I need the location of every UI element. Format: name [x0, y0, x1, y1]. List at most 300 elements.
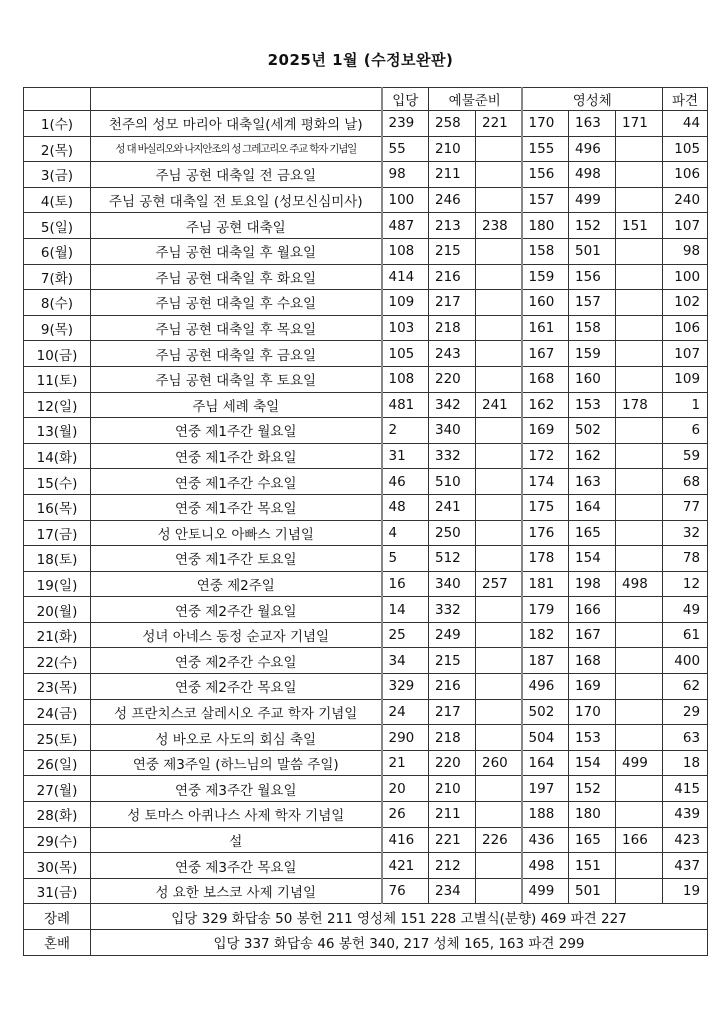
cell-pagyeon: 68 — [663, 469, 708, 495]
cell-yemul-2 — [476, 366, 522, 392]
cell-yeongseong-1: 156 — [522, 162, 569, 188]
cell-yemul-1: 215 — [429, 648, 476, 674]
cell-yeongseong-3 — [616, 802, 663, 828]
cell-ipdang: 14 — [382, 597, 429, 623]
cell-yemul-2 — [476, 776, 522, 802]
cell-pagyeon: 400 — [663, 648, 708, 674]
cell-feast: 연중 제1주간 수요일 — [91, 469, 382, 495]
cell-yeongseong-2: 160 — [569, 366, 616, 392]
cell-date: 14(화) — [24, 443, 91, 469]
cell-yemul-1: 212 — [429, 853, 476, 879]
table-row — [24, 494, 708, 520]
cell-yeongseong-3 — [616, 315, 663, 341]
cell-date: 24(금) — [24, 699, 91, 725]
cell-yemul-1: 249 — [429, 622, 476, 648]
header-yeongseong: 영성체 — [522, 88, 663, 111]
cell-ipdang: 487 — [382, 213, 429, 239]
cell-ipdang: 108 — [382, 366, 429, 392]
table-row — [24, 597, 708, 623]
cell-pagyeon: 106 — [663, 315, 708, 341]
cell-yemul-2 — [476, 494, 522, 520]
cell-feast: 성 바오로 사도의 회심 축일 — [91, 725, 382, 751]
cell-yemul-1: 250 — [429, 520, 476, 546]
table-row — [24, 750, 708, 776]
cell-feast: 성 토마스 아퀴나스 사제 학자 기념일 — [91, 802, 382, 828]
cell-yeongseong-1: 162 — [522, 392, 569, 418]
cell-pagyeon: 78 — [663, 546, 708, 572]
cell-yeongseong-2: 198 — [569, 571, 616, 597]
cell-feast: 성 요한 보스코 사제 기념일 — [91, 878, 382, 904]
table-row — [24, 213, 708, 239]
cell-yemul-1: 211 — [429, 802, 476, 828]
header-date — [24, 88, 91, 111]
table-row — [24, 622, 708, 648]
cell-yemul-2 — [476, 469, 522, 495]
cell-pagyeon: 61 — [663, 622, 708, 648]
cell-pagyeon: 98 — [663, 238, 708, 264]
cell-pagyeon: 19 — [663, 878, 708, 904]
cell-yeongseong-1: 164 — [522, 750, 569, 776]
cell-yeongseong-1: 167 — [522, 341, 569, 367]
cell-pagyeon: 107 — [663, 213, 708, 239]
cell-yemul-1: 243 — [429, 341, 476, 367]
cell-yemul-1: 234 — [429, 878, 476, 904]
cell-pagyeon: 106 — [663, 162, 708, 188]
cell-pagyeon: 44 — [663, 111, 708, 137]
cell-ipdang: 108 — [382, 238, 429, 264]
cell-yemul-1: 220 — [429, 750, 476, 776]
cell-ipdang: 98 — [382, 162, 429, 188]
cell-yeongseong-1: 157 — [522, 187, 569, 213]
cell-yeongseong-3: 151 — [616, 213, 663, 239]
cell-date: 8(수) — [24, 290, 91, 316]
table-row — [24, 443, 708, 469]
cell-yeongseong-2: 153 — [569, 392, 616, 418]
cell-yemul-1: 217 — [429, 290, 476, 316]
table-row — [24, 802, 708, 828]
table-row — [24, 520, 708, 546]
table-row — [24, 674, 708, 700]
cell-yeongseong-3 — [616, 418, 663, 444]
cell-feast: 연중 제1주간 토요일 — [91, 546, 382, 572]
cell-pagyeon: 6 — [663, 418, 708, 444]
cell-ipdang: 55 — [382, 136, 429, 162]
cell-feast: 천주의 성모 마리아 대축일(세계 평화의 날) — [91, 111, 382, 137]
table-row — [24, 725, 708, 751]
cell-yeongseong-3 — [616, 290, 663, 316]
cell-yeongseong-3 — [616, 366, 663, 392]
cell-yeongseong-1: 170 — [522, 111, 569, 137]
cell-date: 18(토) — [24, 546, 91, 572]
cell-yeongseong-2: 170 — [569, 699, 616, 725]
cell-date: 31(금) — [24, 878, 91, 904]
cell-yemul-2 — [476, 238, 522, 264]
table-row — [24, 699, 708, 725]
cell-yeongseong-1: 178 — [522, 546, 569, 572]
cell-yemul-2 — [476, 853, 522, 879]
cell-ipdang: 5 — [382, 546, 429, 572]
cell-ipdang: 76 — [382, 878, 429, 904]
cell-yemul-1: 210 — [429, 136, 476, 162]
cell-yeongseong-2: 501 — [569, 878, 616, 904]
cell-pagyeon: 437 — [663, 853, 708, 879]
cell-yeongseong-3: 178 — [616, 392, 663, 418]
cell-yeongseong-2: 496 — [569, 136, 616, 162]
cell-yeongseong-1: 176 — [522, 520, 569, 546]
cell-ipdang: 46 — [382, 469, 429, 495]
cell-ipdang: 100 — [382, 187, 429, 213]
cell-yemul-2 — [476, 187, 522, 213]
cell-ipdang: 109 — [382, 290, 429, 316]
cell-yemul-2: 241 — [476, 392, 522, 418]
cell-yeongseong-2: 159 — [569, 341, 616, 367]
cell-pagyeon: 12 — [663, 571, 708, 597]
cell-yemul-1: 512 — [429, 546, 476, 572]
cell-yeongseong-1: 168 — [522, 366, 569, 392]
cell-yeongseong-3 — [616, 264, 663, 290]
cell-date: 7(화) — [24, 264, 91, 290]
cell-yemul-2 — [476, 341, 522, 367]
cell-ipdang: 24 — [382, 699, 429, 725]
cell-yeongseong-2: 164 — [569, 494, 616, 520]
cell-pagyeon: 415 — [663, 776, 708, 802]
cell-date: 25(토) — [24, 725, 91, 751]
table-row — [24, 187, 708, 213]
cell-ipdang: 481 — [382, 392, 429, 418]
cell-yemul-1: 332 — [429, 443, 476, 469]
cell-ipdang: 2 — [382, 418, 429, 444]
cell-yemul-2: 238 — [476, 213, 522, 239]
cell-date: 29(수) — [24, 827, 91, 853]
table-row — [24, 238, 708, 264]
cell-yeongseong-1: 180 — [522, 213, 569, 239]
cell-yeongseong-1: 172 — [522, 443, 569, 469]
cell-yemul-2 — [476, 315, 522, 341]
cell-yemul-1: 241 — [429, 494, 476, 520]
cell-feast: 연중 제1주간 월요일 — [91, 418, 382, 444]
cell-feast: 주님 세례 축일 — [91, 392, 382, 418]
cell-yeongseong-3 — [616, 878, 663, 904]
cell-yeongseong-2: 180 — [569, 802, 616, 828]
cell-date: 4(토) — [24, 187, 91, 213]
cell-yemul-2 — [476, 443, 522, 469]
cell-feast: 성 대 바실리오와 나지안조의 성 그레고리오 주교 학자 기념일 — [91, 136, 382, 162]
cell-yeongseong-1: 169 — [522, 418, 569, 444]
cell-feast: 성 프란치스코 살레시오 주교 학자 기념일 — [91, 699, 382, 725]
cell-feast: 연중 제2주일 — [91, 571, 382, 597]
cell-pagyeon: 105 — [663, 136, 708, 162]
cell-feast: 주님 공현 대축일 전 토요일 (성모신심미사) — [91, 187, 382, 213]
cell-pagyeon: 100 — [663, 264, 708, 290]
table-row — [24, 853, 708, 879]
cell-yemul-2 — [476, 674, 522, 700]
cell-feast: 성 안토니오 아빠스 기념일 — [91, 520, 382, 546]
cell-feast: 주님 공현 대축일 후 수요일 — [91, 290, 382, 316]
cell-ipdang: 20 — [382, 776, 429, 802]
cell-feast: 주님 공현 대축일 — [91, 213, 382, 239]
cell-pagyeon: 32 — [663, 520, 708, 546]
cell-yemul-2 — [476, 699, 522, 725]
cell-yeongseong-3 — [616, 341, 663, 367]
cell-yeongseong-3: 166 — [616, 827, 663, 853]
cell-feast: 성녀 아네스 동정 순교자 기념일 — [91, 622, 382, 648]
cell-yeongseong-2: 154 — [569, 750, 616, 776]
header-yemul: 예물준비 — [429, 88, 522, 111]
cell-yeongseong-1: 158 — [522, 238, 569, 264]
cell-yeongseong-2: 165 — [569, 520, 616, 546]
cell-date: 23(목) — [24, 674, 91, 700]
cell-yemul-2: 257 — [476, 571, 522, 597]
cell-feast: 주님 공현 대축일 후 목요일 — [91, 315, 382, 341]
table-row — [24, 776, 708, 802]
cell-yemul-1: 340 — [429, 418, 476, 444]
cell-feast: 주님 공현 대축일 전 금요일 — [91, 162, 382, 188]
cell-yemul-2 — [476, 418, 522, 444]
cell-date: 20(월) — [24, 597, 91, 623]
cell-pagyeon: 29 — [663, 699, 708, 725]
cell-yemul-1: 215 — [429, 238, 476, 264]
cell-yemul-2 — [476, 622, 522, 648]
cell-pagyeon: 63 — [663, 725, 708, 751]
cell-yeongseong-3 — [616, 853, 663, 879]
table-row — [24, 290, 708, 316]
header-feast — [91, 88, 382, 111]
cell-date: 6(월) — [24, 238, 91, 264]
cell-ipdang: 103 — [382, 315, 429, 341]
cell-yeongseong-2: 166 — [569, 597, 616, 623]
cell-ipdang: 414 — [382, 264, 429, 290]
cell-date: 3(금) — [24, 162, 91, 188]
cell-yemul-1: 211 — [429, 162, 476, 188]
table-row — [24, 341, 708, 367]
cell-yeongseong-2: 157 — [569, 290, 616, 316]
cell-yemul-1: 246 — [429, 187, 476, 213]
cell-yeongseong-3: 171 — [616, 111, 663, 137]
cell-yemul-2 — [476, 520, 522, 546]
cell-date: 21(화) — [24, 622, 91, 648]
cell-feast: 주님 공현 대축일 후 금요일 — [91, 341, 382, 367]
cell-yeongseong-2: 169 — [569, 674, 616, 700]
cell-yeongseong-1: 498 — [522, 853, 569, 879]
cell-yeongseong-1: 504 — [522, 725, 569, 751]
cell-yeongseong-1: 174 — [522, 469, 569, 495]
cell-yemul-1: 213 — [429, 213, 476, 239]
cell-yemul-1: 258 — [429, 111, 476, 137]
cell-feast: 연중 제2주간 목요일 — [91, 674, 382, 700]
table-row — [24, 162, 708, 188]
cell-yeongseong-1: 161 — [522, 315, 569, 341]
table-row — [24, 315, 708, 341]
cell-yeongseong-1: 499 — [522, 878, 569, 904]
cell-date: 11(토) — [24, 366, 91, 392]
cell-yeongseong-2: 151 — [569, 853, 616, 879]
cell-yemul-1: 218 — [429, 725, 476, 751]
cell-date: 28(화) — [24, 802, 91, 828]
cell-yeongseong-3 — [616, 162, 663, 188]
cell-yeongseong-2: 152 — [569, 776, 616, 802]
cell-yeongseong-2: 156 — [569, 264, 616, 290]
cell-feast: 설 — [91, 827, 382, 853]
cell-yeongseong-2: 154 — [569, 546, 616, 572]
cell-yeongseong-3 — [616, 622, 663, 648]
cell-date: 30(목) — [24, 853, 91, 879]
hymn-schedule-table — [23, 87, 708, 956]
cell-ipdang: 239 — [382, 111, 429, 137]
cell-feast: 연중 제3주간 목요일 — [91, 853, 382, 879]
cell-yemul-2 — [476, 290, 522, 316]
cell-yeongseong-1: 182 — [522, 622, 569, 648]
cell-date: 27(월) — [24, 776, 91, 802]
cell-ipdang: 329 — [382, 674, 429, 700]
cell-yeongseong-3 — [616, 699, 663, 725]
cell-yemul-1: 342 — [429, 392, 476, 418]
cell-ipdang: 4 — [382, 520, 429, 546]
cell-yemul-1: 210 — [429, 776, 476, 802]
cell-yeongseong-3 — [616, 187, 663, 213]
cell-ipdang: 34 — [382, 648, 429, 674]
cell-feast: 주님 공현 대축일 후 월요일 — [91, 238, 382, 264]
footer-text: 입당 329 화답송 50 봉헌 211 영성체 151 228 고별식(분향) 469 파견 227 — [91, 904, 708, 930]
table-row — [24, 111, 708, 137]
cell-yemul-1: 216 — [429, 264, 476, 290]
cell-yeongseong-2: 153 — [569, 725, 616, 751]
cell-ipdang: 290 — [382, 725, 429, 751]
cell-yemul-2 — [476, 725, 522, 751]
cell-yeongseong-3 — [616, 520, 663, 546]
cell-date: 5(일) — [24, 213, 91, 239]
cell-feast: 연중 제2주간 수요일 — [91, 648, 382, 674]
table-row — [24, 878, 708, 904]
cell-feast: 주님 공현 대축일 후 화요일 — [91, 264, 382, 290]
cell-yemul-2 — [476, 597, 522, 623]
cell-yemul-2 — [476, 546, 522, 572]
cell-yemul-2 — [476, 162, 522, 188]
cell-yemul-1: 216 — [429, 674, 476, 700]
table-row — [24, 648, 708, 674]
cell-yeongseong-1: 160 — [522, 290, 569, 316]
cell-yemul-1: 221 — [429, 827, 476, 853]
cell-yeongseong-2: 499 — [569, 187, 616, 213]
cell-yemul-1: 340 — [429, 571, 476, 597]
cell-yeongseong-3 — [616, 494, 663, 520]
cell-yeongseong-2: 165 — [569, 827, 616, 853]
cell-yeongseong-2: 163 — [569, 111, 616, 137]
table-row — [24, 264, 708, 290]
cell-yeongseong-3 — [616, 469, 663, 495]
cell-yemul-2: 221 — [476, 111, 522, 137]
cell-yeongseong-3 — [616, 238, 663, 264]
cell-yeongseong-3: 498 — [616, 571, 663, 597]
cell-feast: 연중 제3주간 월요일 — [91, 776, 382, 802]
cell-pagyeon: 107 — [663, 341, 708, 367]
cell-ipdang: 21 — [382, 750, 429, 776]
cell-ipdang: 25 — [382, 622, 429, 648]
cell-pagyeon: 109 — [663, 366, 708, 392]
cell-yeongseong-2: 167 — [569, 622, 616, 648]
table-row — [24, 392, 708, 418]
cell-date: 16(목) — [24, 494, 91, 520]
cell-yemul-1: 220 — [429, 366, 476, 392]
cell-yeongseong-3 — [616, 776, 663, 802]
header-ipdang: 입당 — [382, 88, 429, 111]
cell-yeongseong-1: 496 — [522, 674, 569, 700]
cell-pagyeon: 1 — [663, 392, 708, 418]
header-pagyeon: 파견 — [663, 88, 708, 111]
cell-yemul-2 — [476, 802, 522, 828]
footer-text: 입당 337 화답송 46 봉헌 340, 217 성체 165, 163 파견 299 — [91, 930, 708, 956]
cell-yeongseong-2: 152 — [569, 213, 616, 239]
cell-yeongseong-3 — [616, 674, 663, 700]
cell-ipdang: 31 — [382, 443, 429, 469]
table-row — [24, 469, 708, 495]
cell-date: 1(수) — [24, 111, 91, 137]
cell-yeongseong-1: 179 — [522, 597, 569, 623]
cell-yemul-1: 218 — [429, 315, 476, 341]
table-row — [24, 827, 708, 853]
cell-pagyeon: 59 — [663, 443, 708, 469]
cell-date: 17(금) — [24, 520, 91, 546]
cell-yeongseong-3 — [616, 597, 663, 623]
cell-yeongseong-2: 163 — [569, 469, 616, 495]
cell-yeongseong-2: 501 — [569, 238, 616, 264]
cell-ipdang: 48 — [382, 494, 429, 520]
cell-yeongseong-3 — [616, 443, 663, 469]
cell-ipdang: 416 — [382, 827, 429, 853]
cell-yemul-2 — [476, 878, 522, 904]
cell-pagyeon: 102 — [663, 290, 708, 316]
cell-date: 9(목) — [24, 315, 91, 341]
cell-date: 26(일) — [24, 750, 91, 776]
cell-yemul-2 — [476, 648, 522, 674]
cell-pagyeon: 240 — [663, 187, 708, 213]
cell-feast: 연중 제1주간 목요일 — [91, 494, 382, 520]
cell-date: 2(목) — [24, 136, 91, 162]
table-row — [24, 418, 708, 444]
cell-feast: 연중 제3주일 (하느님의 말씀 주일) — [91, 750, 382, 776]
footer-label: 혼배 — [24, 930, 91, 956]
cell-yeongseong-1: 436 — [522, 827, 569, 853]
cell-yemul-1: 217 — [429, 699, 476, 725]
cell-pagyeon: 62 — [663, 674, 708, 700]
header-row — [24, 88, 708, 111]
table-row — [24, 136, 708, 162]
cell-ipdang: 105 — [382, 341, 429, 367]
cell-date: 10(금) — [24, 341, 91, 367]
cell-yemul-1: 510 — [429, 469, 476, 495]
table-row — [24, 546, 708, 572]
cell-pagyeon: 423 — [663, 827, 708, 853]
footer-row — [24, 904, 708, 930]
footer-label: 장례 — [24, 904, 91, 930]
cell-pagyeon: 77 — [663, 494, 708, 520]
cell-yeongseong-3: 499 — [616, 750, 663, 776]
cell-yeongseong-2: 158 — [569, 315, 616, 341]
cell-yeongseong-1: 181 — [522, 571, 569, 597]
table-row — [24, 571, 708, 597]
cell-yeongseong-2: 502 — [569, 418, 616, 444]
cell-yeongseong-3 — [616, 136, 663, 162]
cell-yeongseong-1: 187 — [522, 648, 569, 674]
cell-yeongseong-2: 168 — [569, 648, 616, 674]
cell-yeongseong-1: 155 — [522, 136, 569, 162]
cell-yeongseong-1: 188 — [522, 802, 569, 828]
cell-yeongseong-1: 159 — [522, 264, 569, 290]
cell-yemul-2: 260 — [476, 750, 522, 776]
cell-date: 15(수) — [24, 469, 91, 495]
cell-date: 12(일) — [24, 392, 91, 418]
cell-feast: 연중 제2주간 월요일 — [91, 597, 382, 623]
cell-date: 22(수) — [24, 648, 91, 674]
